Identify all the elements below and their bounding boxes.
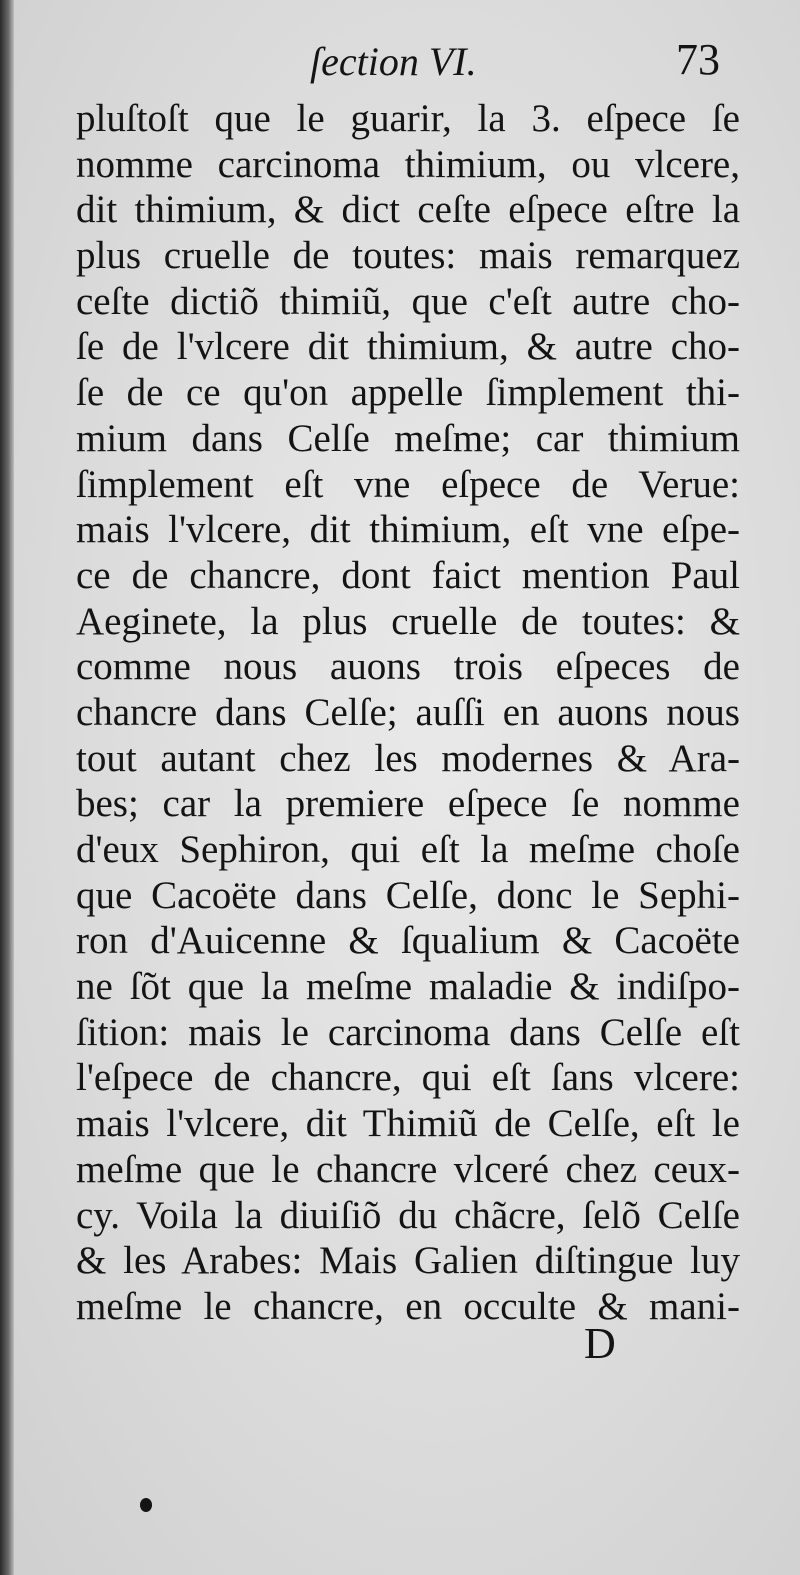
text-line: meſme que le chancre vlceré chez ceux- (76, 1147, 740, 1191)
text-line: ſe de ce qu'on appelle ſimplement thi- (76, 371, 740, 415)
text-line: que Cacoëte dans Celſe, donc le Sephi- (76, 873, 740, 917)
text-line: pluſtoſt que le guarir, la 3. eſpece ſe (76, 97, 740, 140)
page-header (0, 28, 800, 88)
text-line: dit thimium, & dict ceſte eſpece eſtre la (76, 188, 740, 232)
text-line: ſe de l'vlcere dit thimium, & autre cho- (76, 325, 740, 369)
text-line: tout autant chez les modernes & Ara- (76, 736, 740, 780)
text-line: chancre dans Celſe; auſſi en auons nous (76, 690, 740, 734)
text-line: l'eſpece de chancre, qui eſt ſans vlcere: (76, 1056, 740, 1100)
text-line: nomme carcinoma thimium, ou vlcere, (76, 142, 740, 186)
body-text (76, 96, 740, 1330)
text-line: ne ſõt que la meſme maladie & indiſpo- (76, 965, 740, 1009)
text-line: ron d'Auicenne & ſqualium & Cacoëte (76, 919, 740, 963)
text-line: d'eux Sephiron, qui eſt la meſme choſe (76, 828, 740, 871)
text-line: Aeginete, la plus cruelle de toutes: & (76, 599, 740, 643)
text-line: mais l'vlcere, dit Thimiũ de Celſe, eſt le (76, 1102, 740, 1146)
text-line: ceſte dictiõ thimiũ, que c'eſt autre cho- (76, 279, 740, 323)
text-line: plus cruelle de toutes: mais remarquez (76, 234, 740, 278)
running-head: ſection VI. (310, 39, 477, 84)
text-line: ſition: mais le carcinoma dans Celſe eſt (76, 1010, 740, 1054)
text-line: & les Arabes: Mais Galien diſtingue luy (76, 1239, 740, 1283)
text-line: comme nous auons trois eſpeces de (76, 645, 740, 689)
text-line: ſimplement eſt vne eſpece de Verue: (76, 462, 740, 506)
text-line: mium dans Celſe meſme; car thimium (76, 416, 740, 460)
page-number: 73 (676, 35, 720, 84)
text-line: meſme le chancre, en occulte & mani- (76, 1284, 740, 1328)
signature-mark: D (584, 1319, 616, 1368)
text-line: bes; car la premiere eſpece ſe nomme (76, 782, 740, 826)
text-line: cy. Voila la diuiſiõ du chãcre, ſelõ Celſe (76, 1193, 740, 1237)
text-line: mais l'vlcere, dit thimium, eſt vne eſpe- (76, 508, 740, 552)
text-line: ce de chancre, dont faict mention Paul (76, 553, 740, 597)
ink-dot (140, 1498, 152, 1512)
page-gutter-shadow (0, 0, 14, 1575)
